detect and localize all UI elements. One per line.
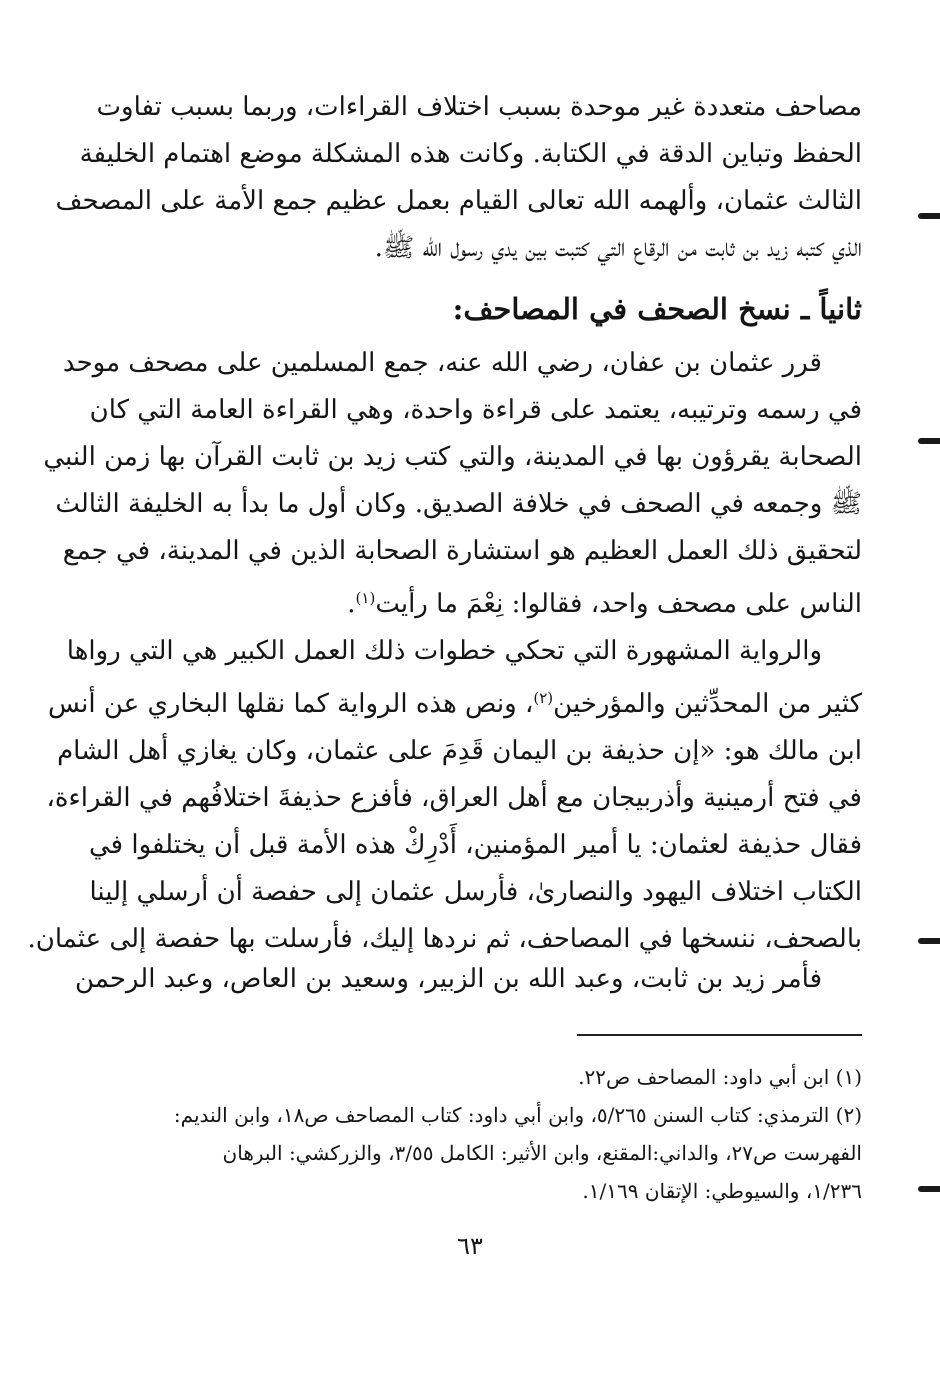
footnote-2-continued: ١/٢٣٦، والسيوطي: الإتقان ١/١٦٩. xyxy=(582,1179,862,1203)
text-line: ﷺ وجمعه في الصحف في خلافة الصديق. وكان أول ما بدأ به الخليفة الثالث xyxy=(55,489,862,519)
text-line xyxy=(77,575,862,628)
text-line: في رسمه وترتيبه، يعتمد على قراءة واحدة، وهي القراءة العامة التي كان xyxy=(89,395,862,425)
paragraph-4 xyxy=(77,956,862,1003)
text-line: في فتح أرمينية وأذربيجان مع أهل العراق، فأفزع حذيفةَ اختلافُهم في القراءة، xyxy=(46,783,862,813)
margin-mark xyxy=(918,213,940,219)
page-number: ٦٣ xyxy=(457,1232,483,1260)
footnote-ref-1[interactable]: (١) xyxy=(355,589,376,607)
paragraph-3 xyxy=(27,628,862,963)
footnote-2-continued: الفهرست ص٢٧، والداني:المقنع، وابن الأثير: الكامل ٣/٥٥، والزركشي: البرهان xyxy=(222,1141,862,1165)
text-run: . xyxy=(347,589,356,619)
text-line: الثالث عثمان، وألهمه الله تعالى القيام بعمل عظيم جمع الأمة على المصحف xyxy=(55,186,862,216)
text-line: الذي كتبه زيد بن ثابت من الرقاع التي كتبت بين يدي رسول الله ﷺ. xyxy=(374,233,862,263)
paragraph-1 xyxy=(55,84,862,272)
text-line: لتحقيق ذلك العمل العظيم هو استشارة الصحابة الذين في المدينة، في جمع xyxy=(62,536,862,566)
text-run: الناس على مصحف واحد، فقالوا: نِعْمَ ما رأيت xyxy=(375,589,862,619)
text-line: فقال حذيفة لعثمان: يا أمير المؤمنين، أَدْرِكْ هذه الأمة قبل أن يختلفوا في xyxy=(89,830,862,860)
footnote-1: (١) ابن أبي داود: المصاحف ص٢٢. xyxy=(578,1065,862,1089)
text-line: بالصحف، ننسخها في المصاحف، ثم نردها إليك، فأرسلت بها حفصة إلى عثمان. xyxy=(27,924,862,954)
margin-mark xyxy=(918,438,940,444)
margin-mark xyxy=(918,1186,940,1192)
text-line: قرر عثمان بن عفان، رضي الله عنه، جمع المسلمين على مصحف موحد xyxy=(62,348,822,378)
section-heading: ثانياً ـ نسخ الصحف في المصاحف: xyxy=(452,292,862,326)
text-line: الصحابة يقرؤون بها في المدينة، والتي كتب زيد بن ثابت القرآن بها زمن النبي xyxy=(43,442,862,472)
text-line: الكتاب اختلاف اليهود والنصارىٰ، فأرسل عثمان إلى حفصة أن أرسلي إلينا xyxy=(89,877,862,907)
text-line: فأمر زيد بن ثابت، وعبد الله بن الزبير، وسعيد بن العاص، وعبد الرحمن xyxy=(75,964,822,994)
text-run: ، ونص هذه الرواية كما نقلها البخاري عن أنس xyxy=(48,689,534,719)
margin-mark xyxy=(918,938,940,944)
text-line: الحفظ وتباين الدقة في الكتابة. وكانت هذه المشكلة موضع اهتمام الخليفة xyxy=(79,139,862,169)
footnote-divider xyxy=(577,1034,862,1036)
text-run: كثير من المحدِّثين والمؤرخين xyxy=(553,689,862,719)
footnotes xyxy=(77,1058,862,1210)
footnote-ref-2[interactable]: (٢) xyxy=(533,689,554,707)
paragraph-2 xyxy=(43,340,862,628)
text-line xyxy=(48,675,862,728)
text-line: ابن مالك هو: «إن حذيفة بن اليمان قَدِمَ على عثمان، وكان يغازي أهل الشام xyxy=(57,736,862,766)
text-line: والرواية المشهورة التي تحكي خطوات ذلك العمل الكبير هي التي رواها xyxy=(66,636,822,666)
footnote-2: (٢) الترمذي: كتاب السنن ٥/٢٦٥، وابن أبي داود: كتاب المصاحف ص١٨، وابن النديم: xyxy=(173,1103,862,1127)
text-line: مصاحف متعددة غير موحدة بسبب اختلاف القراءات، وربما بسبب تفاوت xyxy=(96,92,862,122)
